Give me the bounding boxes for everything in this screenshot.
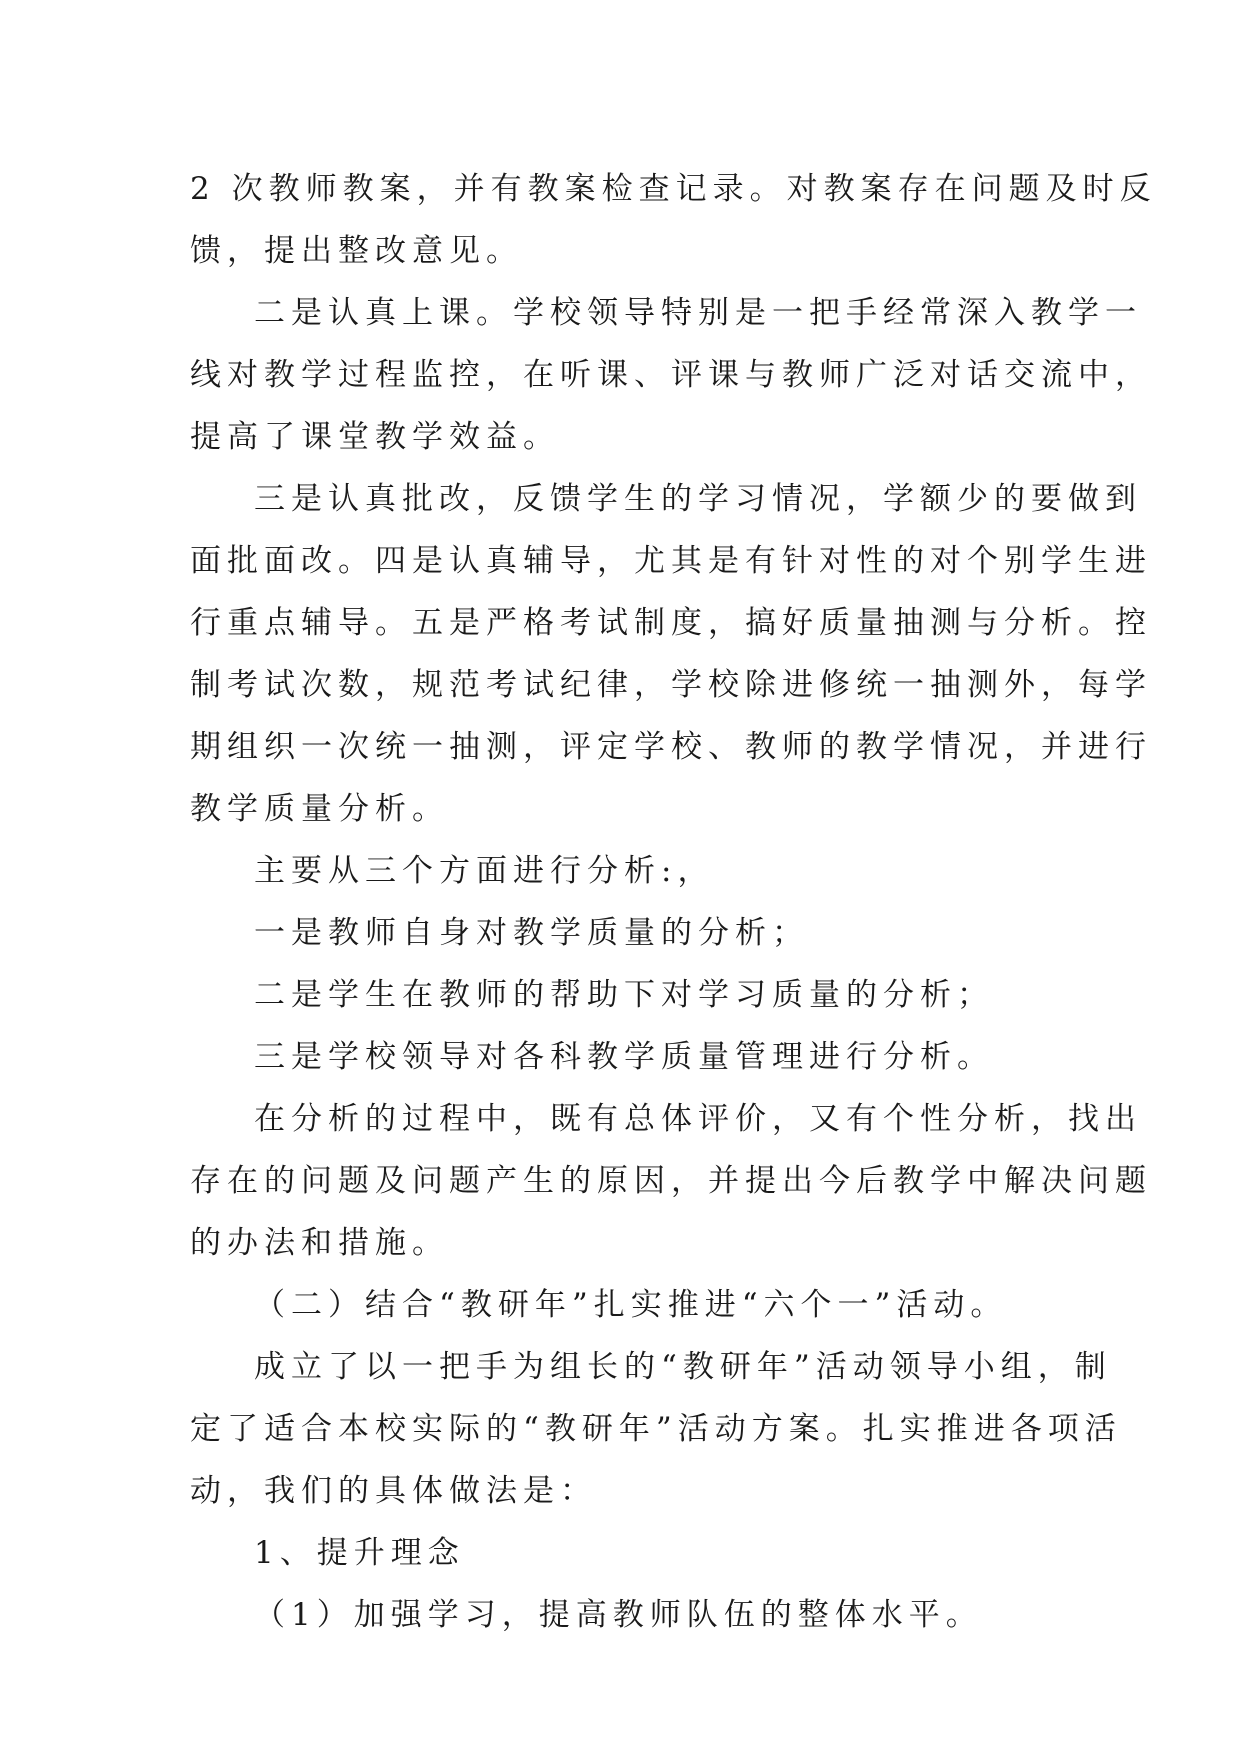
text-line: 面批面改。四是认真辅导，尤其是有针对性的对个别学生进 — [190, 543, 1152, 579]
paragraph-start: 成立了以一把手为组长的“教研年”活动领导小组，制 — [254, 1349, 1112, 1385]
text-line: 期组织一次统一抽测，评定学校、教师的教学情况，并进行 — [190, 729, 1152, 765]
section-heading: （二）结合“教研年”扎实推进“六个一”活动。 — [254, 1287, 1008, 1323]
text-line: 的办法和措施。 — [190, 1225, 449, 1261]
text-line: 定了适合本校实际的“教研年”活动方案。扎实推进各项活 — [190, 1411, 1122, 1447]
paragraph-start: 主要从三个方面进行分析:， — [254, 853, 715, 889]
text-line: 制考试次数，规范考试纪律，学校除进修统一抽测外，每学 — [190, 667, 1152, 703]
text-line: 提高了课堂教学效益。 — [190, 419, 560, 455]
subsection-heading: 1、提升理念 — [254, 1535, 465, 1571]
paragraph-start: 二是认真上课。学校领导特别是一把手经常深入教学一 — [254, 295, 1142, 331]
list-item: 三是学校领导对各科教学质量管理进行分析。 — [254, 1039, 994, 1075]
text-line: 2 次教师教案，并有教案检查记录。对教案存在问题及时反 — [190, 171, 1157, 207]
subsection-heading: （1）加强学习，提高教师队伍的整体水平。 — [254, 1597, 983, 1633]
text-line: 馈，提出整改意见。 — [190, 233, 523, 269]
text-line: 存在的问题及问题产生的原因，并提出今后教学中解决问题 — [190, 1163, 1152, 1199]
list-item: 一是教师自身对教学质量的分析； — [254, 915, 809, 951]
text-line: 动，我们的具体做法是： — [190, 1473, 597, 1509]
text-line: 线对教学过程监控，在听课、评课与教师广泛对话交流中， — [190, 357, 1152, 393]
paragraph-start: 在分析的过程中，既有总体评价，又有个性分析，找出 — [254, 1101, 1142, 1137]
text-line: 教学质量分析。 — [190, 791, 449, 827]
text-line: 行重点辅导。五是严格考试制度，搞好质量抽测与分析。控 — [190, 605, 1152, 641]
paragraph-start: 三是认真批改，反馈学生的学习情况，学额少的要做到 — [254, 481, 1142, 517]
document-body — [190, 158, 1157, 1646]
list-item: 二是学生在教师的帮助下对学习质量的分析； — [254, 977, 994, 1013]
